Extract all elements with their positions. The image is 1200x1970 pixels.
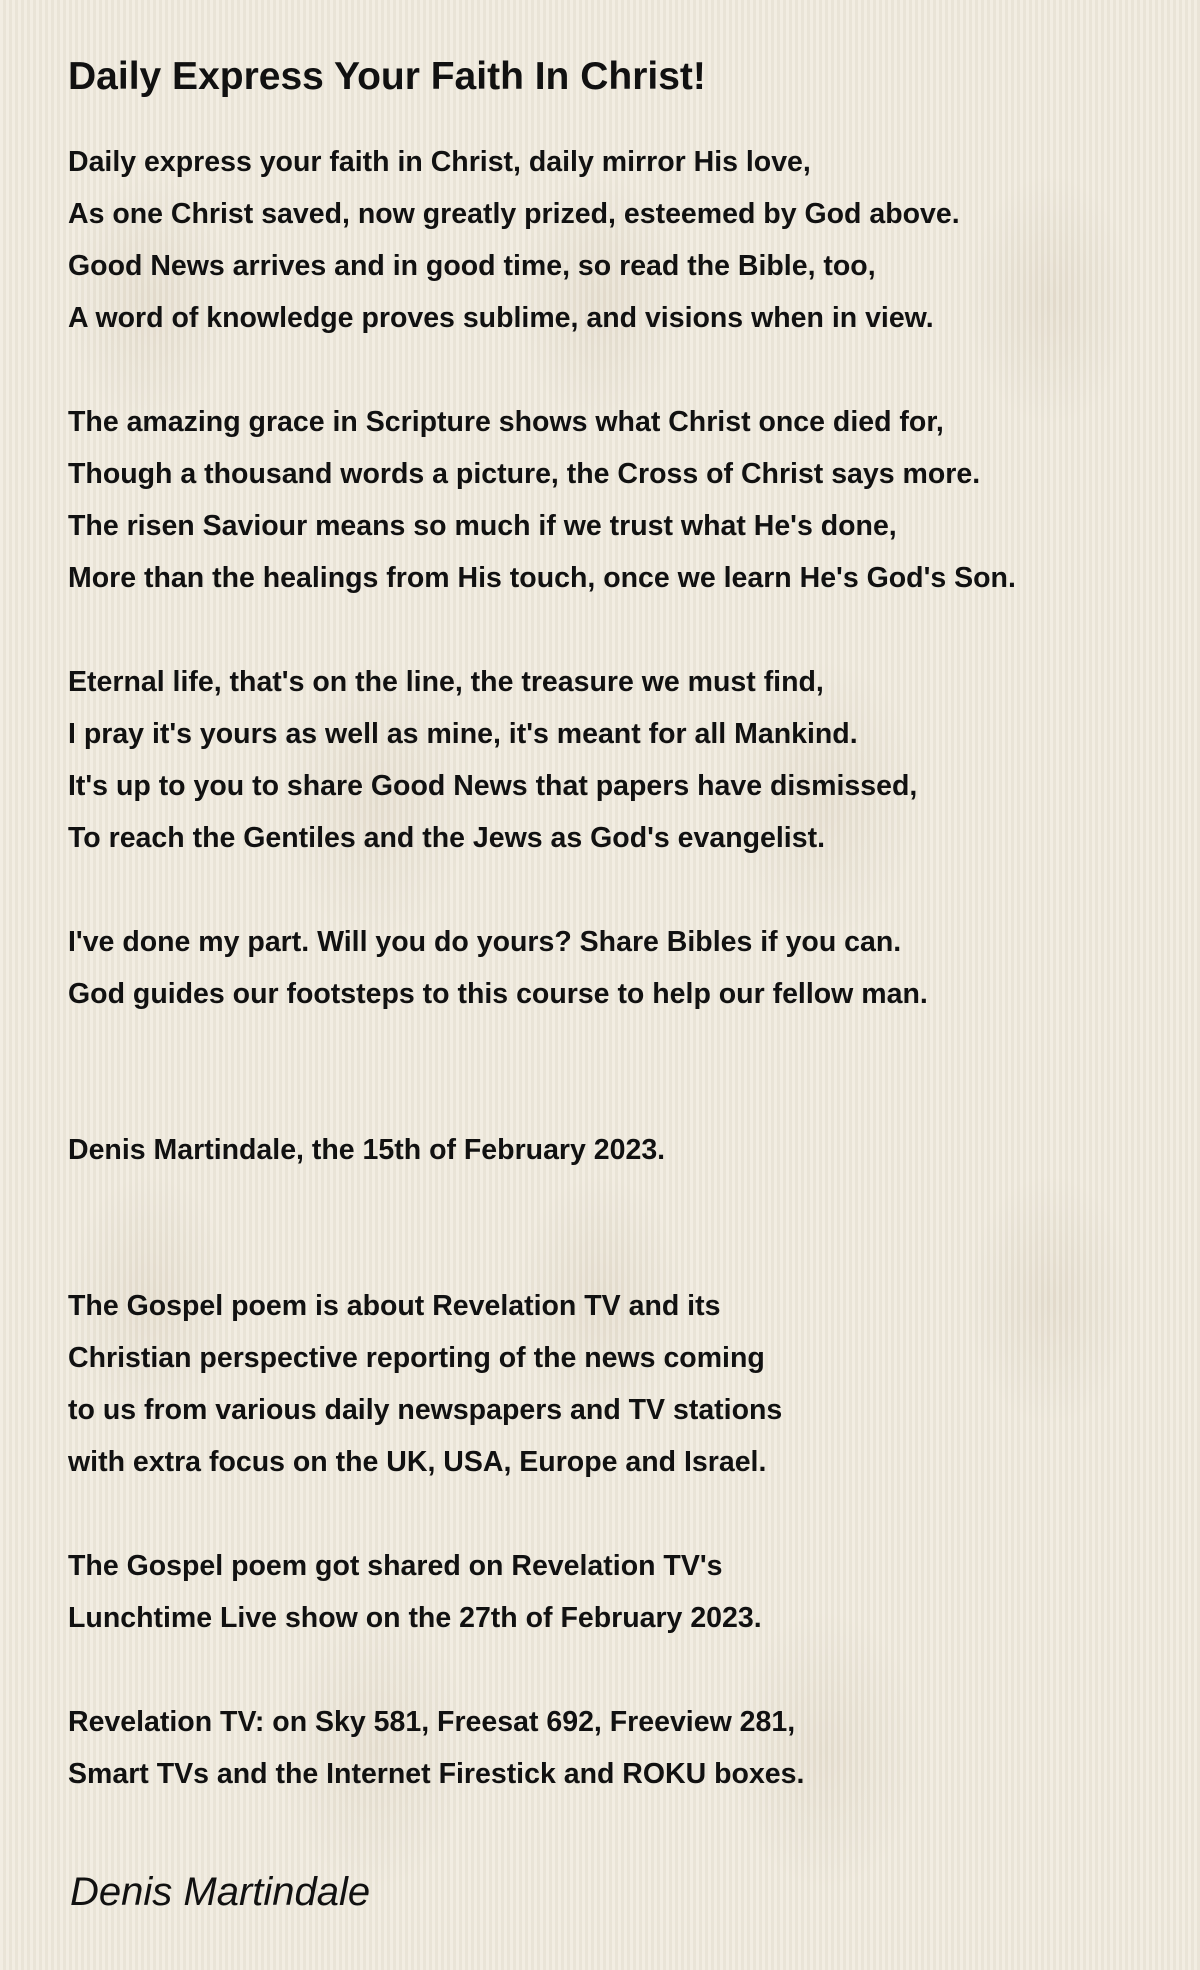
- note-gap: [68, 1644, 1168, 1696]
- poem-line: God guides our footsteps to this course to help our fellow man.: [68, 978, 928, 1010]
- note-line: Revelation TV: on Sky 581, Freesat 692, Freeview 281,: [68, 1706, 796, 1738]
- poem-line: The amazing grace in Scripture shows what Christ once died for,: [68, 406, 944, 438]
- poem-line: A word of knowledge proves sublime, and visions when in view.: [68, 302, 934, 334]
- note-line: Christian perspective reporting of the news coming: [68, 1342, 765, 1374]
- note-line: Smart TVs and the Internet Firestick and ROKU boxes.: [68, 1758, 805, 1790]
- note-2: [68, 1540, 1168, 1644]
- poem-line: As one Christ saved, now greatly prized, esteemed by God above.: [68, 198, 960, 230]
- section-gap: [68, 1020, 1168, 1124]
- poem-line: To reach the Gentiles and the Jews as God's evangelist.: [68, 822, 825, 854]
- poem-title: Daily Express Your Faith In Christ!: [68, 55, 706, 98]
- note-line: Lunchtime Live show on the 27th of February 2023.: [68, 1602, 762, 1634]
- poem-line: I've done my part. Will you do yours? Share Bibles if you can.: [68, 926, 902, 958]
- note-1: [68, 1280, 1168, 1488]
- dateline-block: [68, 1124, 1168, 1176]
- note-line: The Gospel poem got shared on Revelation TV's: [68, 1550, 723, 1582]
- author-signature: Denis Martindale: [70, 1870, 371, 1914]
- note-line: to us from various daily newspapers and TV stations: [68, 1394, 783, 1426]
- note-line: The Gospel poem is about Revelation TV and its: [68, 1290, 721, 1322]
- stanza-4: [68, 916, 1168, 1020]
- stanza-3: [68, 656, 1168, 864]
- dateline: Denis Martindale, the 15th of February 2023.: [68, 1134, 666, 1166]
- poem-line: The risen Saviour means so much if we trust what He's done,: [68, 510, 897, 542]
- poem-line: It's up to you to share Good News that papers have dismissed,: [68, 770, 918, 802]
- poem-page: [68, 50, 1168, 1800]
- stanza-1: [68, 136, 1168, 344]
- stanza-2: [68, 396, 1168, 604]
- poem-line: More than the healings from His touch, once we learn He's God's Son.: [68, 562, 1016, 594]
- poem-line: Good News arrives and in good time, so read the Bible, too,: [68, 250, 876, 282]
- stanza-gap: [68, 864, 1168, 916]
- poem-line: Though a thousand words a picture, the Cross of Christ says more.: [68, 458, 981, 490]
- note-gap: [68, 1488, 1168, 1540]
- poem-line: Daily express your faith in Christ, daily mirror His love,: [68, 146, 811, 178]
- poem-line: Eternal life, that's on the line, the treasure we must find,: [68, 666, 824, 698]
- stanza-gap: [68, 604, 1168, 656]
- stanza-gap: [68, 344, 1168, 396]
- note-3: [68, 1696, 1168, 1800]
- poem-line: I pray it's yours as well as mine, it's meant for all Mankind.: [68, 718, 858, 750]
- note-line: with extra focus on the UK, USA, Europe and Israel.: [68, 1446, 767, 1478]
- section-gap: [68, 1176, 1168, 1280]
